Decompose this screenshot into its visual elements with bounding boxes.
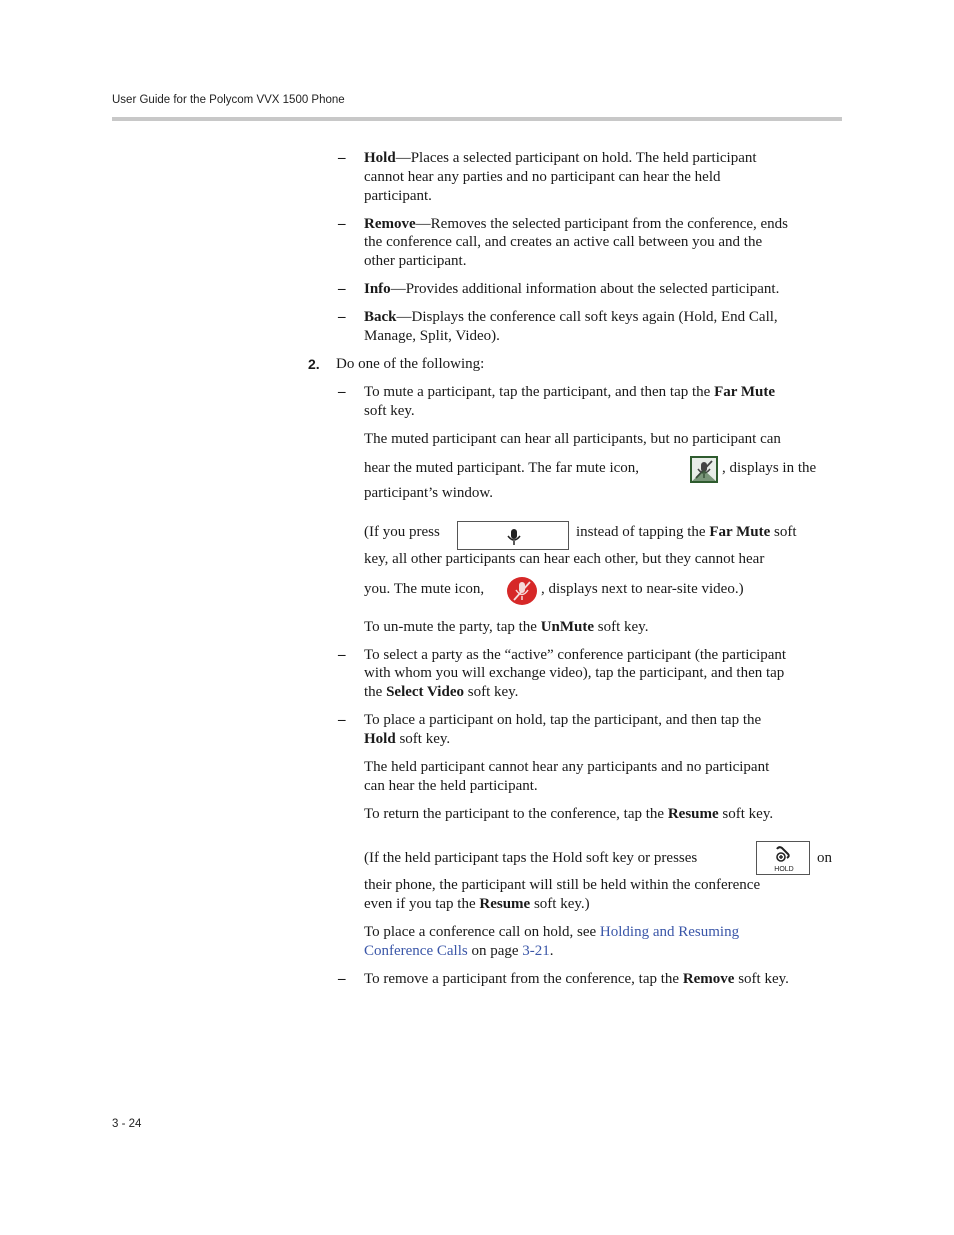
select-line-1: To select a party as the “active” conference participant (the participant xyxy=(364,647,787,663)
hold-line-2: cannot hear any parties and no participant can hear the held xyxy=(364,169,721,185)
hold-hard-key[interactable] xyxy=(756,841,810,875)
header-title: User Guide for the Polycom VVX 1500 Phone xyxy=(112,94,345,106)
crossref-text: on page xyxy=(467,943,523,959)
holdpart-para-2: can hear the held participant. xyxy=(364,778,538,794)
heldkey-line-1b: on xyxy=(817,850,832,866)
holdpart-text: soft key. xyxy=(395,731,451,747)
far-mute-key-label: Far Mute xyxy=(709,524,771,540)
back-line-1 xyxy=(364,308,778,327)
press-text: soft xyxy=(770,524,797,540)
microphone-icon xyxy=(458,522,570,551)
hold-line-1 xyxy=(364,149,757,168)
resume-text: To return the participant to the conference, tap the xyxy=(364,806,668,822)
remove-line-3: other participant. xyxy=(364,253,467,269)
bullet-dash: – xyxy=(338,712,346,728)
holdpart-line-1: To place a participant on hold, tap the participant, and then tap the xyxy=(364,712,762,728)
info-label: Info xyxy=(364,281,391,297)
remove-line-1 xyxy=(364,215,788,234)
press-line-3a: you. The mute icon, xyxy=(364,581,485,597)
heldkey-line-3 xyxy=(364,895,590,914)
mute-para-1: The muted participant can hear all participants, but no participant can xyxy=(364,431,781,447)
press-line-2: key, all other participants can hear each other, but they cannot hear xyxy=(364,551,765,567)
bullet-dash: – xyxy=(338,281,346,297)
select-text: soft key. xyxy=(463,684,519,700)
page-ref-link[interactable]: 3-21 xyxy=(522,943,550,959)
conference-calls-link[interactable]: Conference Calls xyxy=(364,943,468,959)
mute-line-2: soft key. xyxy=(364,403,415,419)
mute-para-3: participant’s window. xyxy=(364,485,494,501)
mute-text: To mute a participant, tap the participant, and then tap the xyxy=(364,384,715,400)
crossref-line-2 xyxy=(364,942,554,961)
info-line-1 xyxy=(364,280,779,299)
holdpart-para-1: The held participant cannot hear any participants and no participant xyxy=(364,759,770,775)
removepart-line xyxy=(364,970,789,989)
hold-key-label: Hold xyxy=(364,731,396,747)
mute-icon xyxy=(506,576,538,606)
select-video-key-label: Select Video xyxy=(386,684,464,700)
bullet-dash: – xyxy=(338,971,346,987)
resume-line xyxy=(364,805,773,824)
holdpart-line-2 xyxy=(364,730,450,749)
remove-key-label: Remove xyxy=(682,971,735,987)
mute-softkey[interactable] xyxy=(457,521,569,550)
heldkey-text: soft key.) xyxy=(530,896,590,912)
removepart-text: soft key. xyxy=(734,971,789,987)
resume-text: soft key. xyxy=(718,806,774,822)
press-line-1b xyxy=(576,523,797,542)
mute-para-2a: hear the muted participant. The far mute icon, xyxy=(364,460,640,476)
remove-line-2: the conference call, and creates an active call between you and the xyxy=(364,234,763,250)
info-text: —Provides additional information about the selected participant. xyxy=(390,281,780,297)
far-mute-key-label: Far Mute xyxy=(714,384,776,400)
back-label: Back xyxy=(364,309,397,325)
remove-label: Remove xyxy=(364,216,416,232)
holding-resuming-link[interactable]: Holding and Resuming xyxy=(599,924,740,940)
bullet-dash: – xyxy=(338,216,346,232)
press-line-3b: , displays next to near-site video.) xyxy=(541,581,744,597)
crossref-text: . xyxy=(549,943,554,959)
removepart-text: To remove a participant from the conference, tap the xyxy=(364,971,683,987)
unmute-line xyxy=(364,618,648,637)
crossref-line-1 xyxy=(364,923,739,942)
hold-line-3: participant. xyxy=(364,188,432,204)
press-text: instead of tapping the xyxy=(576,524,710,540)
resume-key-label: Resume xyxy=(667,806,719,822)
step-number: 2. xyxy=(308,356,320,372)
resume-key-label: Resume xyxy=(479,896,531,912)
select-line-3 xyxy=(364,683,518,702)
bullet-dash: – xyxy=(338,150,346,166)
header-rule xyxy=(112,117,842,121)
hold-text: —Places a selected participant on hold. The held participant xyxy=(395,150,757,166)
select-line-2: with whom you will exchange video), tap the participant, and then tap xyxy=(364,665,785,681)
hold-key-text: HOLD xyxy=(774,866,794,873)
remove-text: —Removes the selected participant from the conference, ends xyxy=(415,216,789,232)
heldkey-line-1a: (If the held participant taps the Hold soft key or presses xyxy=(364,850,698,866)
hold-icon xyxy=(757,842,811,876)
select-text: the xyxy=(364,684,387,700)
press-line-1a: (If you press xyxy=(364,524,440,540)
unmute-text: soft key. xyxy=(594,619,649,635)
far-mute-icon xyxy=(690,456,718,483)
page-number: 3 - 24 xyxy=(112,1118,142,1130)
unmute-text: To un-mute the party, tap the xyxy=(364,619,541,635)
mute-line-1 xyxy=(364,383,775,402)
heldkey-text: even if you tap the xyxy=(364,896,480,912)
bullet-dash: – xyxy=(338,647,346,663)
bullet-dash: – xyxy=(338,309,346,325)
back-text: —Displays the conference call soft keys again (Hold, End Call, xyxy=(396,309,778,325)
step-text: Do one of the following: xyxy=(336,356,485,372)
hold-label: Hold xyxy=(364,150,396,166)
bullet-dash: – xyxy=(338,384,346,400)
mute-para-2b: , displays in the xyxy=(722,460,817,476)
unmute-key-label: UnMute xyxy=(540,619,595,635)
heldkey-line-2: their phone, the participant will still be held within the conference xyxy=(364,877,761,893)
crossref-text: To place a conference call on hold, see xyxy=(364,924,600,940)
back-line-2: Manage, Split, Video). xyxy=(364,328,500,344)
